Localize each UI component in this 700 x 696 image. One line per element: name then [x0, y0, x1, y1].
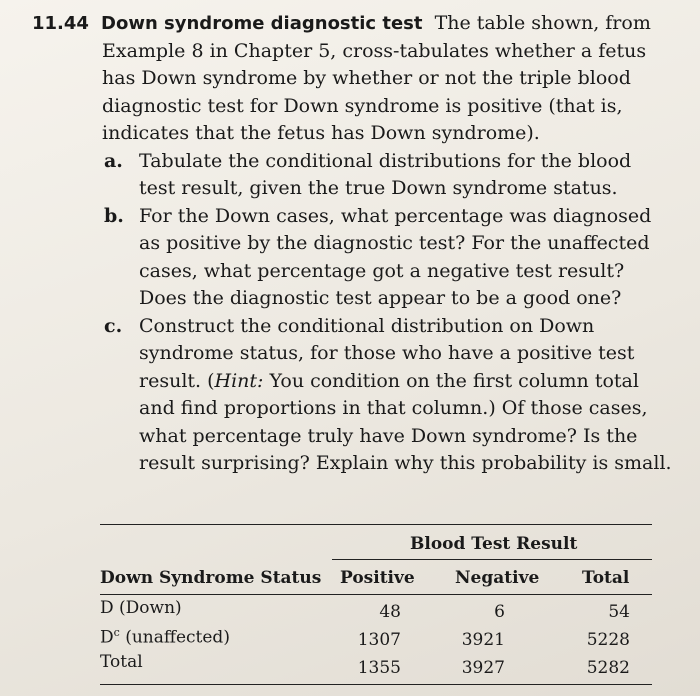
col-header-total: Total [582, 568, 630, 588]
cell-value: 48 [379, 602, 401, 622]
problem-intro [32, 10, 672, 148]
group-title-rule [332, 559, 652, 560]
row-header: Down Syndrome Status [100, 568, 322, 588]
part-b-text: For the Down cases, what percentage was diagnosed as positive by the diagnostic test? For the unaffected cases, what percentage got a negative test result? Does the diagnostic test appear to be a good one? [139, 204, 652, 309]
part-c-text-post: You condition on the first column total and find proportions in that column.) Of those cases, what percentage truly have Down syndrome? Is the result surprising? Explain why this probability is small. [139, 369, 672, 474]
cell-value: 5282 [586, 658, 630, 678]
problem-intro-text: The table shown, from Example 8 in Chapter 5, cross-tabulates whether a fetus has Down syndrome by whether or not the triple blood diagnostic test for Down syndrome is positive (that is, indicates that the fetus has Down syndrome). [102, 12, 651, 144]
row-label [100, 626, 230, 648]
part-a-label: a. [104, 149, 123, 172]
cell-value: 3927 [461, 658, 505, 678]
cell-value: 1307 [357, 630, 401, 650]
part-b-label: b. [104, 204, 124, 227]
part-a-text: Tabulate the conditional distributions for the blood test result, given the true Down syndrome status. [139, 149, 632, 199]
cell-value: 6 [494, 602, 505, 622]
problem-title: Down syndrome diagnostic test [101, 13, 423, 34]
cell-value: 5228 [586, 630, 630, 650]
header-rule [100, 594, 652, 595]
part-c [32, 313, 672, 478]
part-c-label: c. [104, 314, 123, 337]
part-c-text-pre: Construct the conditional distribution on Down syndrome status, for those who have a positive test result. ( [139, 314, 635, 392]
cell-value: 1355 [357, 658, 401, 678]
table-top-rule [100, 524, 652, 525]
part-a [32, 148, 672, 203]
complement-superscript: c [113, 626, 120, 639]
cell-value: 54 [608, 602, 630, 622]
table-bottom-rule [100, 684, 652, 685]
row-label: D (Down) [100, 598, 182, 618]
problem-block [32, 10, 672, 478]
col-header-negative: Negative [455, 568, 540, 588]
row-label: Total [100, 652, 143, 672]
row-label-main: D [100, 627, 114, 648]
cell-value: 3921 [461, 630, 505, 650]
row-label-suffix: (unaffected) [119, 627, 230, 648]
part-b [32, 203, 672, 313]
col-header-positive: Positive [340, 568, 415, 588]
problem-number: 11.44 [32, 13, 89, 34]
part-c-hint: Hint: [214, 369, 264, 392]
table-group-title: Blood Test Result [410, 534, 578, 554]
